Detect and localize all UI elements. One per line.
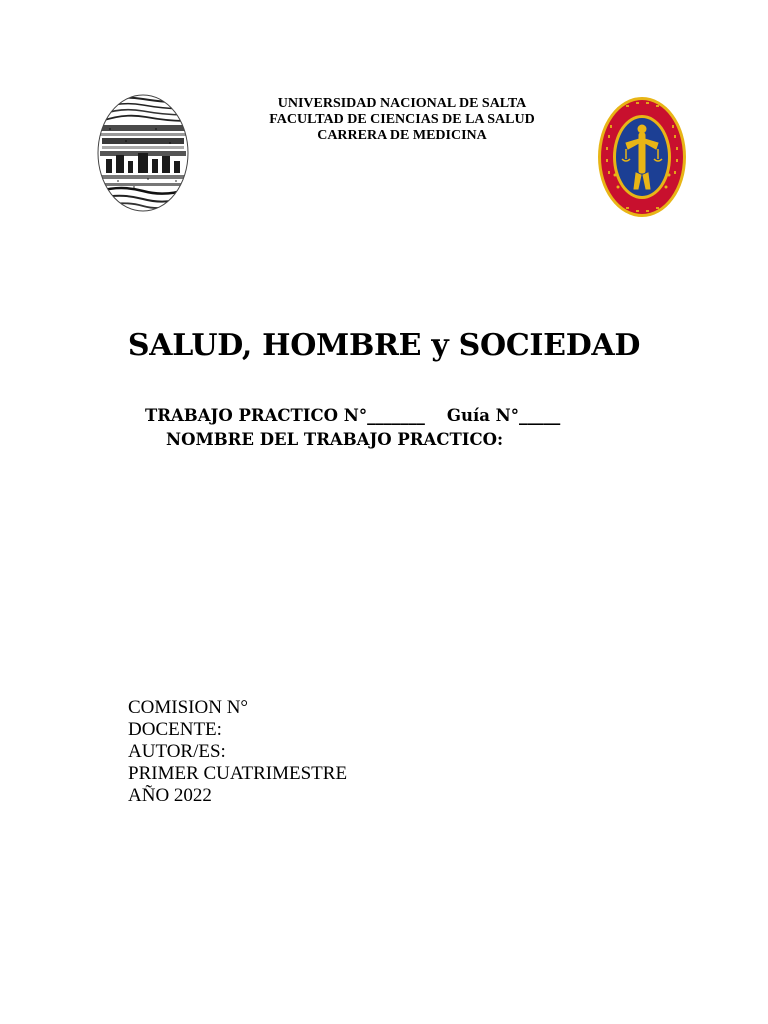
tp-number-label: TRABAJO PRACTICO N°_______ [145,406,425,425]
document-title: SALUD, HOMBRE y SOCIEDAD [127,328,641,363]
student-info-block [128,697,347,807]
header-university: UNIVERSIDAD NACIONAL DE SALTA [277,96,527,111]
year-label: AÑO 2022 [128,785,212,806]
tp-name-label: NOMBRE DEL TRABAJO PRACTICO: [166,430,504,449]
trabajo-practico-line [145,404,560,428]
header-faculty: FACULTAD DE CIENCIAS DE LA SALUD [269,112,535,127]
institution-header [200,96,604,144]
cuatrimestre-label: PRIMER CUATRIMESTRE [128,763,348,784]
guia-number-label: Guía N°_____ [446,406,561,425]
docente-label: DOCENTE: [128,719,222,740]
university-seal-logo [96,93,190,213]
comision-label: COMISION N° [128,697,249,718]
faculty-emblem-logo [596,95,688,219]
header-career: CARRERA DE MEDICINA [317,128,487,143]
autores-label: AUTOR/ES: [128,741,226,762]
